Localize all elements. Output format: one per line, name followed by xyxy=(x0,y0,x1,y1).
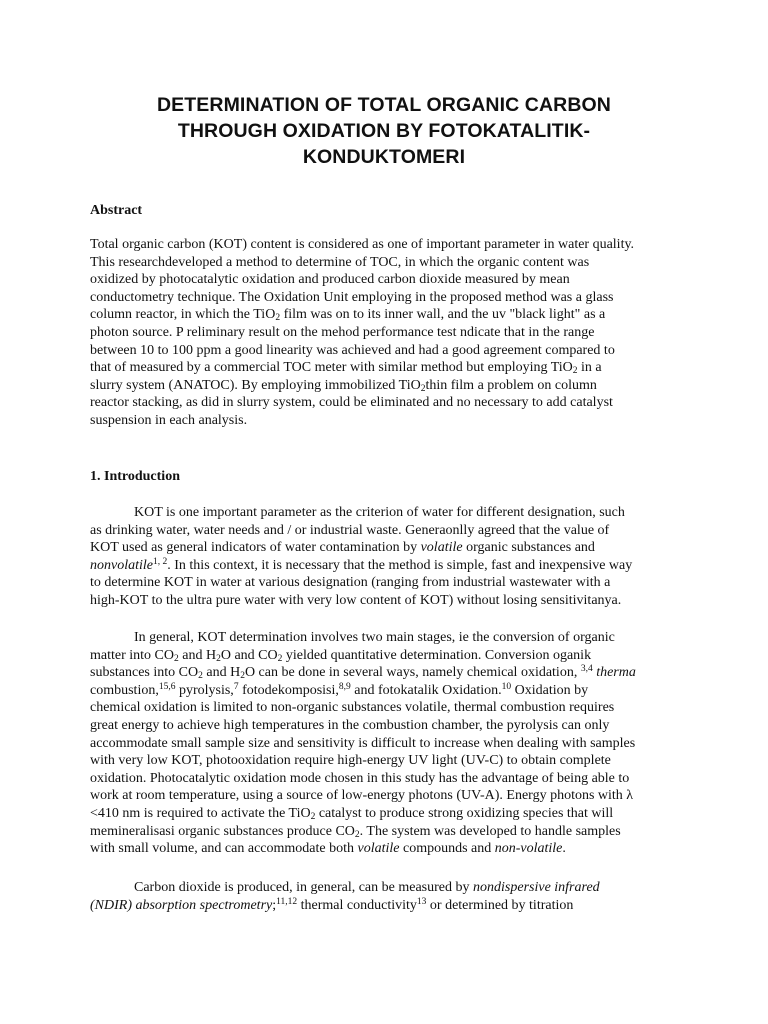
text-run: <410 nm is required to activate the TiO xyxy=(90,805,311,821)
text-run: or determined by titration xyxy=(426,897,574,913)
italic-text: therma xyxy=(596,665,636,681)
introduction-paragraph-1 xyxy=(90,504,682,610)
text-run: great energy to achieve high temperatures in the combustion chamber, the pyrolysis can only xyxy=(90,717,610,733)
text-line xyxy=(90,504,682,522)
subscript: 2 xyxy=(174,653,179,664)
text-run: oxidation. Photocatalytic oxidation mode chosen in this study has the advantage of being able to xyxy=(90,770,630,786)
text-line xyxy=(90,394,682,412)
title-line: KONDUKTOMERI xyxy=(302,146,466,168)
text-run: photon source. P reliminary result on the mehod performance test ndicate that in the range xyxy=(90,324,595,340)
text-run: as drinking water, water needs and / or industrial waste. Generaonlly agreed that the value of xyxy=(90,522,610,538)
text-run: thermal conductivity xyxy=(297,897,417,913)
text-run: compounds and xyxy=(399,841,495,857)
text-run: Total organic carbon (KOT) content is considered as one of important parameter in water quality. xyxy=(90,237,635,252)
subscript: 2 xyxy=(572,366,578,377)
text-line xyxy=(90,412,682,430)
subscript: 2 xyxy=(275,313,281,324)
subscript: 2 xyxy=(354,829,360,840)
superscript: 11,12 xyxy=(276,896,298,907)
text-run: substances into CO xyxy=(90,665,199,681)
text-run: organic substances and xyxy=(462,540,595,556)
text-run: This researchdeveloped a method to determine of TOC, in which the organic content was xyxy=(90,254,590,270)
text-line xyxy=(90,664,682,682)
text-run: conductometry technique. The Oxidation Unit employing in the proposed method was a glass xyxy=(90,289,614,305)
text-run: and H xyxy=(178,647,217,663)
text-line xyxy=(90,359,682,377)
text-run: ; xyxy=(272,897,277,913)
text-line xyxy=(90,574,682,592)
text-line xyxy=(90,629,682,647)
introduction-paragraph-3 xyxy=(90,879,682,914)
text-line xyxy=(90,897,682,915)
text-line xyxy=(90,699,682,717)
text-line xyxy=(90,289,682,307)
text-line xyxy=(90,787,682,805)
superscript: 1, 2 xyxy=(153,556,168,567)
text-run: chemical oxidation is limited to non-organic substances volatile, thermal combustion requires xyxy=(90,700,615,716)
text-run: oxidized by photocatalytic oxidation and produced carbon dioxide measured by mean xyxy=(90,272,570,288)
text-run: slurry system (ANATOC). By employing immobilized TiO xyxy=(90,377,421,393)
text-run: reactor stacking, as did in slurry system, could be eliminated and no necessary to add catalyst xyxy=(90,395,613,411)
text-run: column reactor, in which the TiO xyxy=(90,307,276,323)
text-line xyxy=(90,557,682,575)
text-run: work at room temperature, using a source of low-energy photons (UV-A). Energy photons with λ xyxy=(90,788,634,804)
subscript: 2 xyxy=(216,653,221,664)
text-run: fotodekomposisi, xyxy=(238,682,339,698)
italic-text: nonvolatile xyxy=(90,557,153,573)
text-line xyxy=(90,840,682,858)
text-line xyxy=(90,522,682,540)
superscript: 7 xyxy=(233,681,239,692)
text-line xyxy=(90,592,682,610)
text-run: high-KOT to the ultra pure water with very low content of KOT) without losing sensitivitanya. xyxy=(90,592,622,608)
text-run: between 10 to 100 ppm a good linearity was achieved and had a good agreement compared to xyxy=(90,342,615,358)
text-run: O and CO xyxy=(220,647,278,663)
italic-text: non-volatile xyxy=(494,841,563,857)
title-line: THROUGH OXIDATION BY FOTOKATALITIK- xyxy=(177,120,591,142)
text-run: O can be done in several ways, namely chemical oxidation, xyxy=(244,665,581,681)
abstract-paragraph xyxy=(90,236,682,430)
text-run: In general, KOT determination involves two main stages, ie the conversion of organic xyxy=(134,630,615,645)
text-line xyxy=(90,805,682,823)
text-line xyxy=(90,682,682,700)
text-line xyxy=(90,770,682,788)
text-run: catalyst to produce strong oxidizing species that will xyxy=(315,805,614,821)
text-run: Carbon dioxide is produced, in general, can be measured by xyxy=(134,880,474,895)
text-line xyxy=(90,342,682,360)
text-run: combustion, xyxy=(90,682,159,698)
italic-text: (NDIR) absorption spectrometry xyxy=(90,897,273,913)
text-line xyxy=(90,236,682,254)
text-run: with very low KOT, photooxidation require high-energy UV light (UV-C) to obtain complete xyxy=(90,753,611,769)
subscript: 2 xyxy=(420,383,426,394)
text-run: film was on to its inner wall, and the uv "black light" as a xyxy=(280,307,606,323)
text-run: KOT is one important parameter as the criterion of water for different designation, such xyxy=(134,505,625,520)
italic-text: nondispersive infrared xyxy=(473,880,600,895)
superscript: 10 xyxy=(501,681,512,692)
text-line xyxy=(90,324,682,342)
abstract-heading: Abstract xyxy=(90,203,143,218)
text-line xyxy=(90,647,682,665)
text-run: pyrolysis, xyxy=(175,682,234,698)
text-line xyxy=(90,539,682,557)
text-line xyxy=(90,752,682,770)
subscript: 2 xyxy=(277,653,283,664)
text-run: KOT used as general indicators of water contamination by xyxy=(90,540,421,556)
text-line xyxy=(90,254,682,272)
text-line xyxy=(90,735,682,753)
text-run: . The system was developed to handle samples xyxy=(359,823,621,839)
text-run: accommodate small sample size and sensitivity is difficult to increase when dealing with samples xyxy=(90,735,636,751)
text-run: . In this context, it is necessary that the method is simple, fast and inexpensive way xyxy=(167,557,633,573)
paper-title xyxy=(90,92,678,170)
superscript: 8,9 xyxy=(338,681,351,692)
subscript: 2 xyxy=(240,671,245,682)
text-run: and H xyxy=(202,665,241,681)
text-run: memineralisasi organic substances produce CO xyxy=(90,823,355,839)
text-line xyxy=(90,823,682,841)
text-line xyxy=(90,377,682,395)
italic-text: volatile xyxy=(357,841,400,857)
text-line xyxy=(90,306,682,324)
text-line xyxy=(90,271,682,289)
subscript: 2 xyxy=(198,671,203,682)
superscript: 3,4 xyxy=(580,664,593,675)
text-run: and fotokatalik Oxidation. xyxy=(350,682,502,698)
text-line xyxy=(90,879,682,897)
title-line: DETERMINATION OF TOTAL ORGANIC CARBON xyxy=(157,94,611,116)
superscript: 13 xyxy=(416,896,427,907)
text-run: Oxidation by xyxy=(511,682,589,698)
subscript: 2 xyxy=(310,811,316,822)
introduction-paragraph-2 xyxy=(90,629,682,858)
text-run: with small volume, and can accommodate both xyxy=(90,841,358,857)
text-run: suspension in each analysis. xyxy=(90,412,248,428)
text-line xyxy=(90,717,682,735)
text-run: thin film a problem on column xyxy=(425,377,597,393)
text-run: in a xyxy=(577,360,602,376)
text-run: that of measured by a commercial TOC meter with similar method but employing TiO xyxy=(90,360,573,376)
text-run: matter into CO xyxy=(90,647,174,663)
text-run: yielded quantitative determination. Conversion oganik xyxy=(282,647,592,663)
text-run: . xyxy=(562,841,566,857)
text-run: to determine KOT in water at various designation (ranging from industrial wastewater with a xyxy=(90,575,611,591)
italic-text: volatile xyxy=(420,540,463,556)
superscript: 15,6 xyxy=(158,681,176,692)
introduction-heading: 1. Introduction xyxy=(90,469,180,484)
